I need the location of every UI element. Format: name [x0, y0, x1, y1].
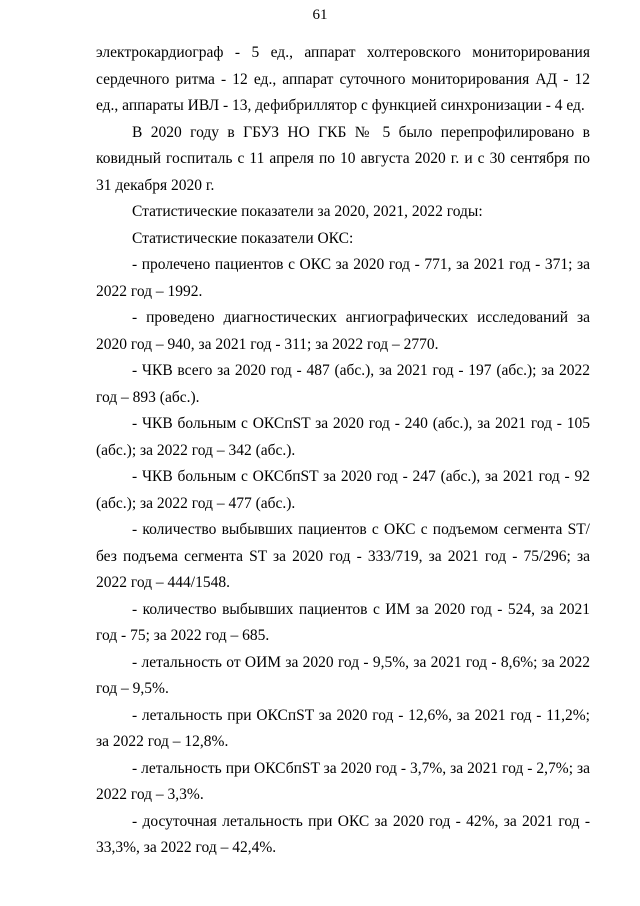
paragraph-covid-hospital: В 2020 году в ГБУЗ НО ГКБ № 5 было перепрофилировано в ковидный госпиталь с 11 апреля по 10 августа 2020 г. и с 30 сентября по 31 декабря 2020 г. [96, 123, 590, 194]
list-item-treated-patients: - пролечено пациентов с ОКС за 2020 год - 771, за 2021 год - 371; за 2022 год – 1992. [96, 256, 590, 300]
paragraph-equipment-continued: электрокардиограф - 5 ед., аппарат холтеровского мониторирования сердечного ритма - 12 ед., аппарат суточного мониторирования АД - 12 ед., аппараты ИВЛ - 13, дефибриллятор с функцией синхронизации - 4 ед. [96, 44, 590, 114]
paragraph-stats-heading: Статистические показатели за 2020, 2021, 2022 годы: [132, 203, 483, 220]
document-body [96, 40, 590, 862]
list-item-discharged-oks: - количество выбывших пациентов с ОКС с подъемом сегмента ST/без подъема сегмента ST за 2020 год - 333/719, за 2021 год - 75/296; за 2022 год – 444/1548. [96, 521, 590, 591]
list-item-mortality-stemi: - летальность при ОКСпST за 2020 год - 12,6%, за 2021 год - 11,2%; за 2022 год – 12,8%. [96, 706, 590, 750]
list-item-angiography: - проведено диагностических ангиографических исследований за 2020 год – 940, за 2021 год - 311; за 2022 год – 2770. [96, 309, 590, 353]
list-item-mortality-nstemi: - летальность при ОКСбпST за 2020 год - 3,7%, за 2021 год - 2,7%; за 2022 год – 3,3%. [96, 759, 590, 803]
list-item-pci-total: - ЧКВ всего за 2020 год - 487 (абс.), за 2021 год - 197 (абс.); за 2022 год – 893 (абс.). [96, 362, 590, 406]
list-item-mortality-ami: - летальность от ОИМ за 2020 год - 9,5%, за 2021 год - 8,6%; за 2022 год – 9,5%. [96, 653, 590, 697]
list-item-pci-nstemi: - ЧКВ больным с ОКСбпST за 2020 год - 247 (абс.), за 2021 год - 92 (абс.); за 2022 год – 477 (абс.). [96, 468, 590, 512]
list-item-early-mortality: - досуточная летальность при ОКС за 2020 год - 42%, за 2021 год - 33,3%, за 2022 год – 42,4%. [96, 812, 590, 856]
page-number: 61 [312, 7, 328, 23]
paragraph-oks-heading: Статистические показатели ОКС: [132, 229, 354, 247]
list-item-discharged-mi: - количество выбывших пациентов с ИМ за 2020 год - 524, за 2021 год - 75; за 2022 год – 685. [96, 600, 590, 644]
list-item-pci-stemi: - ЧКВ больным с ОКСпST за 2020 год - 240 (абс.), за 2021 год - 105 (абс.); за 2022 год – 342 (абс.). [96, 415, 590, 459]
